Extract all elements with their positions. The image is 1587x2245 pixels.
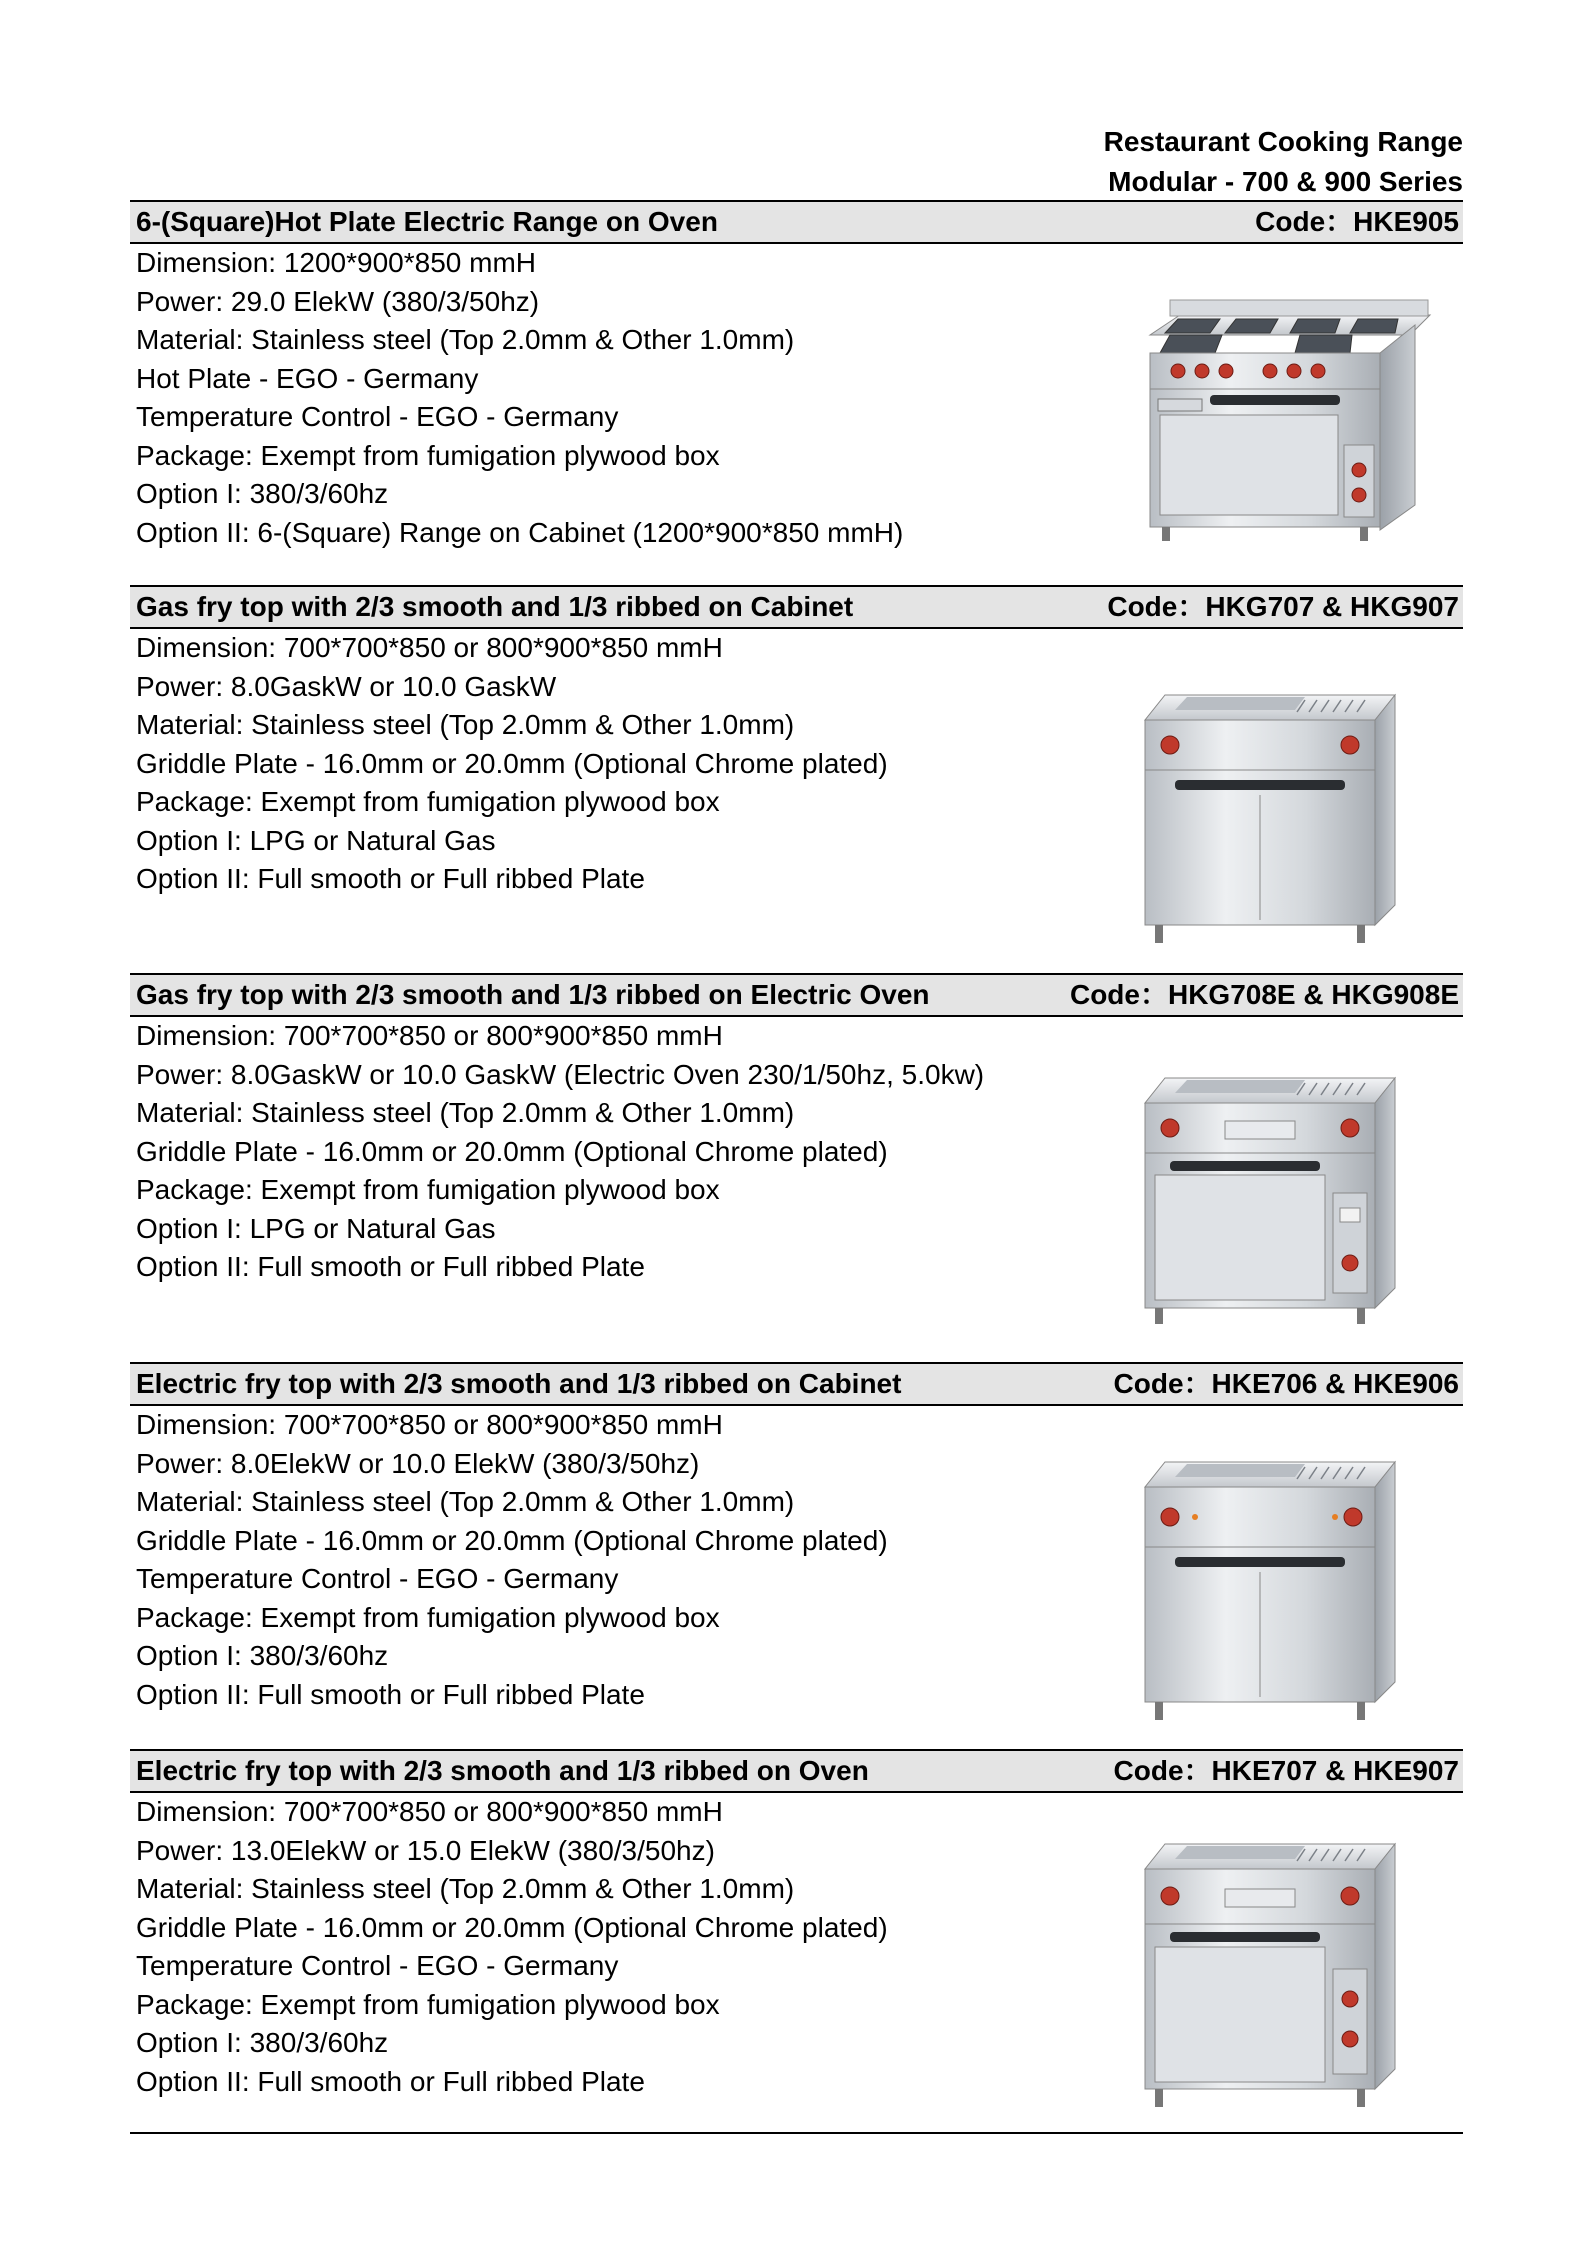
product-title: Gas fry top with 2/3 smooth and 1/3 ribbed on Cabinet [136,591,854,622]
spec-option-1: Option I: 380/3/60hz [136,2027,389,2058]
gas-fry-top-cabinet-image [1125,650,1405,950]
header-title: Restaurant Cooking Range [1103,126,1463,157]
gas-fry-top-electric-oven-image [1125,1033,1405,1333]
product-title: Gas fry top with 2/3 smooth and 1/3 ribbed on Electric Oven [136,979,930,1010]
product-header [130,973,1463,1017]
spec-material: Material: Stainless steel (Top 2.0mm & Other 1.0mm) [136,709,795,740]
electric-fry-top-cabinet-image [1125,1417,1405,1727]
spec-dimension: Dimension: 700*700*850 or 800*900*850 mmH [136,632,723,663]
product-title: 6-(Square)Hot Plate Electric Range on Oven [136,206,718,237]
spec-griddle-plate: Griddle Plate - 16.0mm or 20.0mm (Optional Chrome plated) [136,1135,888,1167]
spec-material: Material: Stainless steel (Top 2.0mm & Other 1.0mm) [136,1097,795,1128]
product-header [130,1362,1463,1406]
spec-power: Power: 13.0ElekW or 15.0 ElekW (380/3/50hz) [136,1834,715,1866]
spec-power: Power: 29.0 ElekW (380/3/50hz) [136,285,540,317]
spec-material: Material: Stainless steel (Top 2.0mm & Other 1.0mm) [136,324,795,355]
electric-fry-top-oven-image [1125,1799,1405,2119]
spec-package: Package: Exempt from fumigation plywood box [136,439,720,471]
product-header [130,585,1463,629]
spec-material: Material: Stainless steel (Top 2.0mm & Other 1.0mm) [136,1873,795,1904]
spec-power: Power: 8.0GaskW or 10.0 GaskW [136,670,557,702]
spec-package: Package: Exempt from fumigation plywood box [136,786,720,817]
electric-range-oven-image [1120,295,1440,545]
spec-material: Material: Stainless steel (Top 2.0mm & Other 1.0mm) [136,1486,795,1517]
product-header [130,1749,1463,1793]
spec-dimension: Dimension: 700*700*850 or 800*900*850 mmH [136,1796,723,1827]
product-title: Electric fry top with 2/3 smooth and 1/3 ribbed on Cabinet [136,1368,902,1399]
spec-dimension: Dimension: 1200*900*850 mmH [136,247,536,278]
spec-option-1: Option I: LPG or Natural Gas [136,1212,496,1244]
product-code: Code：HKG708E & HKG908E [1069,979,1459,1010]
spec-griddle-plate: Griddle Plate - 16.0mm or 20.0mm (Optional Chrome plated) [136,1911,888,1943]
spec-option-2: Option II: Full smooth or Full ribbed Plate [136,1678,645,1710]
spec-temperature-control: Temperature Control - EGO - Germany [136,401,619,432]
product-section [130,200,1463,552]
spec-hot-plate: Hot Plate - EGO - Germany [136,362,479,394]
spec-package: Package: Exempt from fumigation plywood box [136,1601,720,1633]
spec-option-2: Option II: Full smooth or Full ribbed Plate [136,863,645,894]
product-code: Code：HKE706 & HKE906 [1113,1368,1459,1399]
spec-option-2: Option II: Full smooth or Full ribbed Plate [136,1251,645,1282]
product-code: Code：HKG707 & HKG907 [1107,591,1459,622]
document-header [1104,122,1463,202]
spec-power: Power: 8.0ElekW or 10.0 ElekW (380/3/50hz) [136,1447,700,1479]
product-section [130,1362,1463,1714]
spec-option-1: Option I: 380/3/60hz [136,478,389,509]
spec-package: Package: Exempt from fumigation plywood box [136,1988,720,2020]
product-header [130,200,1463,244]
spec-option-1: Option I: 380/3/60hz [136,1640,389,1671]
spec-option-1: Option I: LPG or Natural Gas [136,824,496,856]
header-subtitle: Modular - 700 & 900 Series [1108,166,1463,197]
product-code: Code：HKE707 & HKE907 [1113,1755,1459,1786]
spec-dimension: Dimension: 700*700*850 or 800*900*850 mmH [136,1409,723,1440]
spec-dimension: Dimension: 700*700*850 or 800*900*850 mmH [136,1020,723,1051]
product-section [130,585,1463,899]
spec-temperature-control: Temperature Control - EGO - Germany [136,1950,619,1981]
spec-package: Package: Exempt from fumigation plywood box [136,1174,720,1205]
product-code: Code：HKE905 [1255,206,1459,237]
spec-temperature-control: Temperature Control - EGO - Germany [136,1563,619,1594]
spec-option-2: Option II: 6-(Square) Range on Cabinet (1200*900*850 mmH) [136,516,904,548]
spec-griddle-plate: Griddle Plate - 16.0mm or 20.0mm (Optional Chrome plated) [136,747,888,779]
product-section [130,1749,1463,2101]
product-section [130,973,1463,1287]
spec-option-2: Option II: Full smooth or Full ribbed Plate [136,2065,645,2097]
spec-griddle-plate: Griddle Plate - 16.0mm or 20.0mm (Optional Chrome plated) [136,1524,888,1556]
spec-power: Power: 8.0GaskW or 10.0 GaskW (Electric Oven 230/1/50hz, 5.0kw) [136,1058,985,1090]
bottom-divider [130,2132,1463,2134]
product-title: Electric fry top with 2/3 smooth and 1/3 ribbed on Oven [136,1755,869,1786]
